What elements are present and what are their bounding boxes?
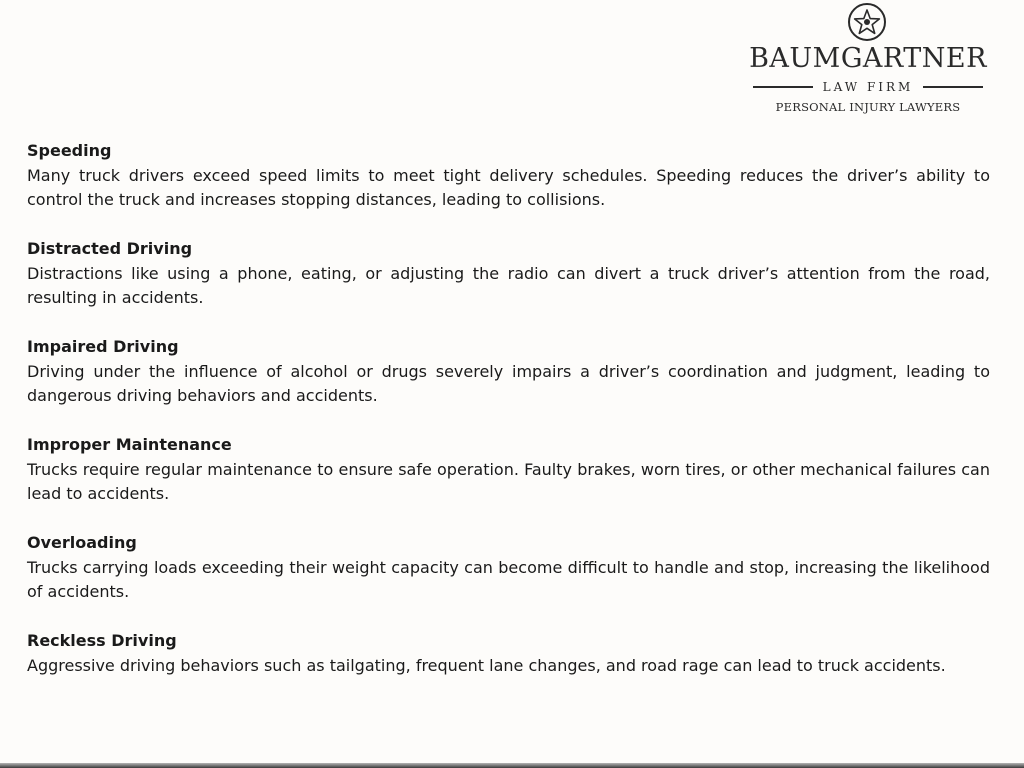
section-heading: Speeding bbox=[27, 141, 112, 160]
section-heading: Reckless Driving bbox=[27, 631, 177, 650]
logo-rule-left bbox=[753, 86, 813, 88]
logo-subtitle-row bbox=[726, 78, 1010, 96]
section-body: Trucks carrying loads exceeding their weight capacity can become difficult to handle and stop, increasing the likelihood of accidents. bbox=[27, 558, 990, 601]
section-body: Distractions like using a phone, eating, or adjusting the radio can divert a truck driver’s attention from the road, resulting in accidents. bbox=[27, 264, 990, 307]
star-seal-icon bbox=[847, 2, 887, 42]
section-speeding bbox=[27, 140, 990, 212]
section-heading: Overloading bbox=[27, 533, 137, 552]
logo-subtitle: LAW FIRM bbox=[822, 80, 914, 94]
section-heading: Distracted Driving bbox=[27, 239, 193, 258]
logo-rule-right bbox=[923, 86, 983, 88]
document-content bbox=[27, 140, 990, 704]
section-heading: Impaired Driving bbox=[27, 337, 179, 356]
bottom-border-bar bbox=[0, 763, 1024, 768]
section-improper-maintenance bbox=[27, 434, 990, 506]
logo-tagline: PERSONAL INJURY LAWYERS bbox=[775, 100, 961, 114]
section-body: Trucks require regular maintenance to ensure safe operation. Faulty brakes, worn tires, or other mechanical failures can lead to accidents. bbox=[27, 460, 990, 503]
section-reckless-driving bbox=[27, 630, 990, 678]
section-body: Driving under the influence of alcohol or drugs severely impairs a driver’s coordination and judgment, leading to dangerous driving behaviors and accidents. bbox=[27, 362, 990, 405]
section-body: Aggressive driving behaviors such as tailgating, frequent lane changes, and road rage can lead to truck accidents. bbox=[27, 656, 946, 675]
section-body: Many truck drivers exceed speed limits to meet tight delivery schedules. Speeding reduces the driver’s ability to control the truck and increases stopping distances, leading to collisions. bbox=[27, 166, 990, 209]
section-heading: Improper Maintenance bbox=[27, 435, 232, 454]
section-overloading bbox=[27, 532, 990, 604]
section-impaired-driving bbox=[27, 336, 990, 408]
section-distracted-driving bbox=[27, 238, 990, 310]
logo-firm-name: BAUMGARTNER bbox=[749, 43, 987, 74]
firm-logo bbox=[726, 2, 1010, 118]
